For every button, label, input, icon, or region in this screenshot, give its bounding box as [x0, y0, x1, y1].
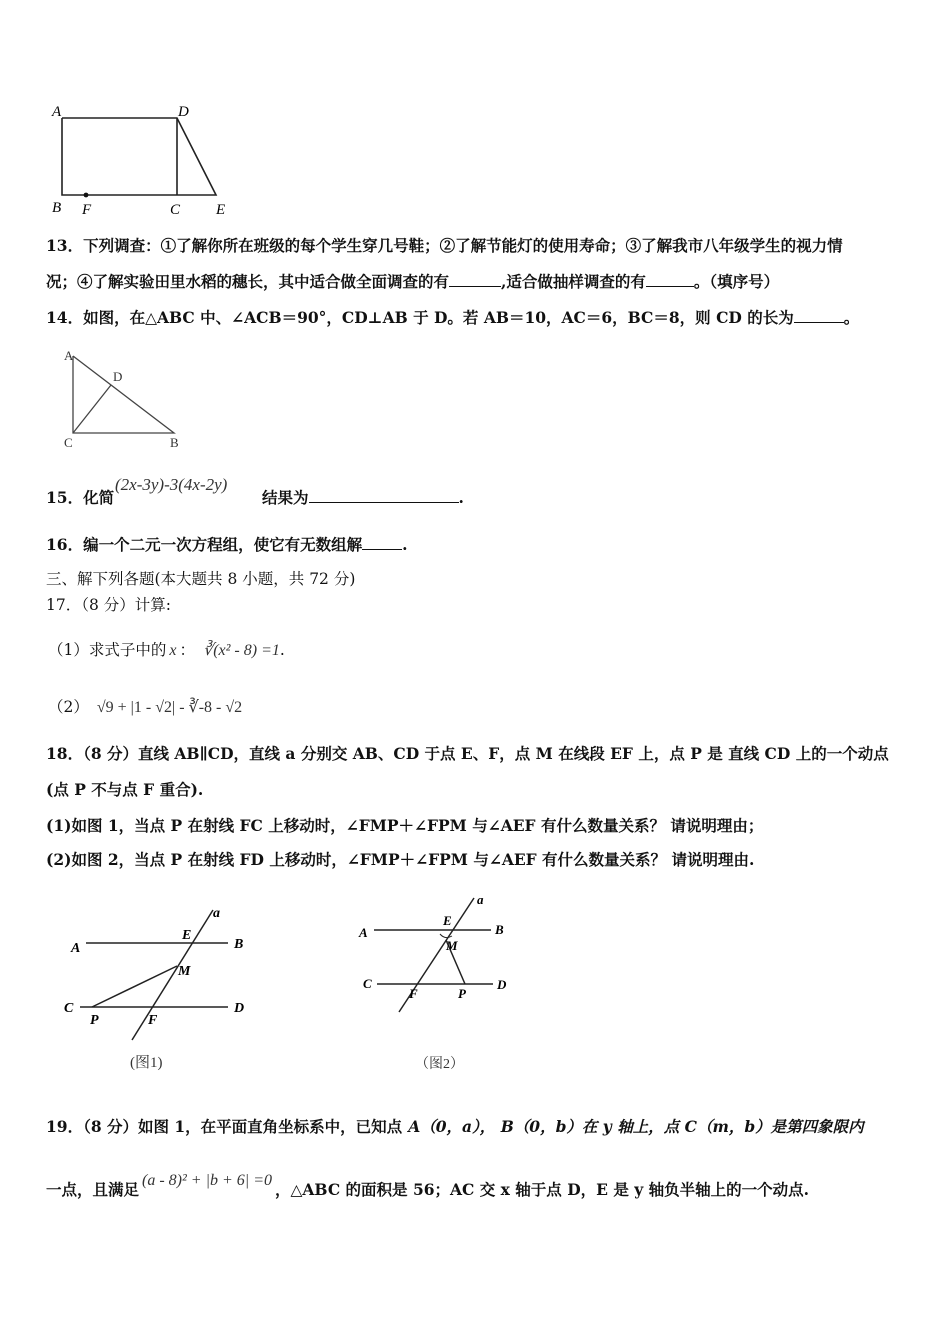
q17-part2	[48, 697, 242, 718]
label-C: C	[170, 202, 181, 218]
q16-blank	[362, 535, 402, 550]
q14-end: 。	[843, 308, 860, 327]
label-M: M	[446, 938, 458, 953]
label-D: D	[497, 977, 507, 992]
label-D: D	[234, 1001, 245, 1016]
label-D: D	[178, 104, 189, 120]
q19-line1-a: 19．（8 分）如图 1，在平面直角坐标系中，已知点	[46, 1117, 403, 1136]
label-a: a	[477, 892, 484, 907]
label-F: F	[148, 1013, 158, 1028]
q17-heading: 17．（8 分）计算:	[46, 596, 171, 614]
q17-part2-expr: √9 + |1 - √2| - ∛-8 - √2	[96, 699, 243, 716]
caption-fig2: （图2）	[415, 1057, 464, 1072]
q19-line2-b: ，△ABC 的面积是 56；AC 交 x 轴于点 D，E 是 y 轴负半轴上的一个动点.	[274, 1180, 810, 1199]
label-A: A	[52, 104, 62, 120]
q17-part1-prefix: （1）求式子中的	[48, 641, 167, 659]
q13-text-a: 况；④了解实验田里水稻的穗长，其中适合做全面调查的有	[46, 272, 450, 291]
figure-q18-2	[355, 890, 525, 1075]
label-a: a	[213, 906, 220, 921]
q18-line3: (1)如图 1，当点 P 在射线 FC 上移动时，∠FMP＋∠FPM 与∠AEF 有什么数量关系？ 请说明理由；	[46, 816, 764, 835]
label-A: A	[64, 348, 74, 363]
q17-part2-prefix: （2）	[48, 698, 89, 716]
q17-part1-end: .	[279, 641, 285, 659]
label-B: B	[170, 435, 179, 450]
label-P: P	[458, 986, 466, 1001]
q13-text-b: ,适合做抽样调查的有	[501, 272, 646, 291]
q19-line1-b: A（0，a）， B（0，b）在 y 轴上，点 C（m，b）是第四象限内	[408, 1117, 864, 1136]
label-D: D	[113, 369, 123, 384]
section-3-heading: 三、解下列各题(本大题共 8 小题，共 72 分)	[46, 570, 356, 588]
label-B: B	[52, 200, 62, 216]
q16-question	[46, 535, 407, 555]
figure-q18-1	[60, 900, 260, 1080]
label-C: C	[64, 435, 73, 450]
q15-expression: (2x-3y)-3(4x-2y)	[115, 475, 228, 494]
label-B: B	[495, 922, 504, 937]
label-A: A	[71, 941, 81, 956]
label-E: E	[182, 928, 192, 943]
label-E: E	[216, 202, 226, 218]
label-C: C	[363, 976, 372, 991]
q14-blank	[794, 308, 844, 323]
q18-line4: (2)如图 2，当点 P 在射线 FD 上移动时，∠FMP＋∠FPM 与∠AEF 有什么数量关系？ 请说明理由.	[46, 850, 755, 869]
q16-end: .	[402, 535, 408, 554]
q13-blank-full-survey	[449, 272, 501, 287]
label-A: A	[359, 925, 368, 940]
q16-text: 16．编一个二元一次方程组，使它有无数组解	[46, 535, 363, 554]
q15-end: .	[458, 488, 464, 507]
label-M: M	[178, 964, 191, 979]
label-B: B	[234, 937, 244, 952]
q15-suffix-text: 结果为	[262, 488, 309, 507]
q13-blank-sample-survey	[646, 272, 694, 287]
q17-part1-expr: ∛(x² - 8) =1	[203, 642, 280, 659]
label-C: C	[64, 1001, 74, 1016]
figure-rectangle-trapezoid	[40, 98, 240, 223]
q19-line2	[46, 1172, 810, 1201]
q19-line1	[46, 1117, 864, 1137]
q13-line1: 13．下列调查：①了解你所在班级的每个学生穿几号鞋；②了解节能灯的使用寿命；③了解我市八年级学生的视力情	[46, 236, 843, 255]
q13-line2	[46, 272, 779, 292]
q15-prefix: 15．化简	[46, 488, 115, 507]
q19-line2-a: 一点，且满足	[46, 1180, 140, 1199]
label-F: F	[409, 986, 418, 1001]
q17-part1	[48, 640, 285, 661]
q19-expression: (a - 8)² + |b + 6| =0	[142, 1172, 272, 1189]
label-P: P	[90, 1013, 99, 1028]
q18-line1: 18．（8 分）直线 AB∥CD，直线 a 分别交 AB、CD 于点 E、F，点 M 在线段 EF 上，点 P 是 直线 CD 上的一个动点	[46, 744, 889, 763]
figure-right-triangle-abc	[56, 343, 196, 455]
caption-fig1: (图1)	[130, 1055, 163, 1071]
label-E: E	[443, 913, 452, 928]
q14-question	[46, 308, 859, 328]
q18-line2: (点 P 不与点 F 重合).	[46, 780, 204, 799]
label-F: F	[82, 202, 92, 218]
q15-blank	[309, 488, 459, 503]
q17-colon: ：	[179, 641, 195, 659]
q17-var-x: x	[169, 642, 177, 659]
q13-text-c: 。（填序号）	[693, 272, 780, 291]
q15-suffix	[262, 488, 464, 508]
q14-text: 14．如图，在△ABC 中、∠ACB＝90°，CD⊥AB 于 D。若 AB＝10，AC＝6，BC＝8，则 CD 的长为	[46, 308, 794, 327]
